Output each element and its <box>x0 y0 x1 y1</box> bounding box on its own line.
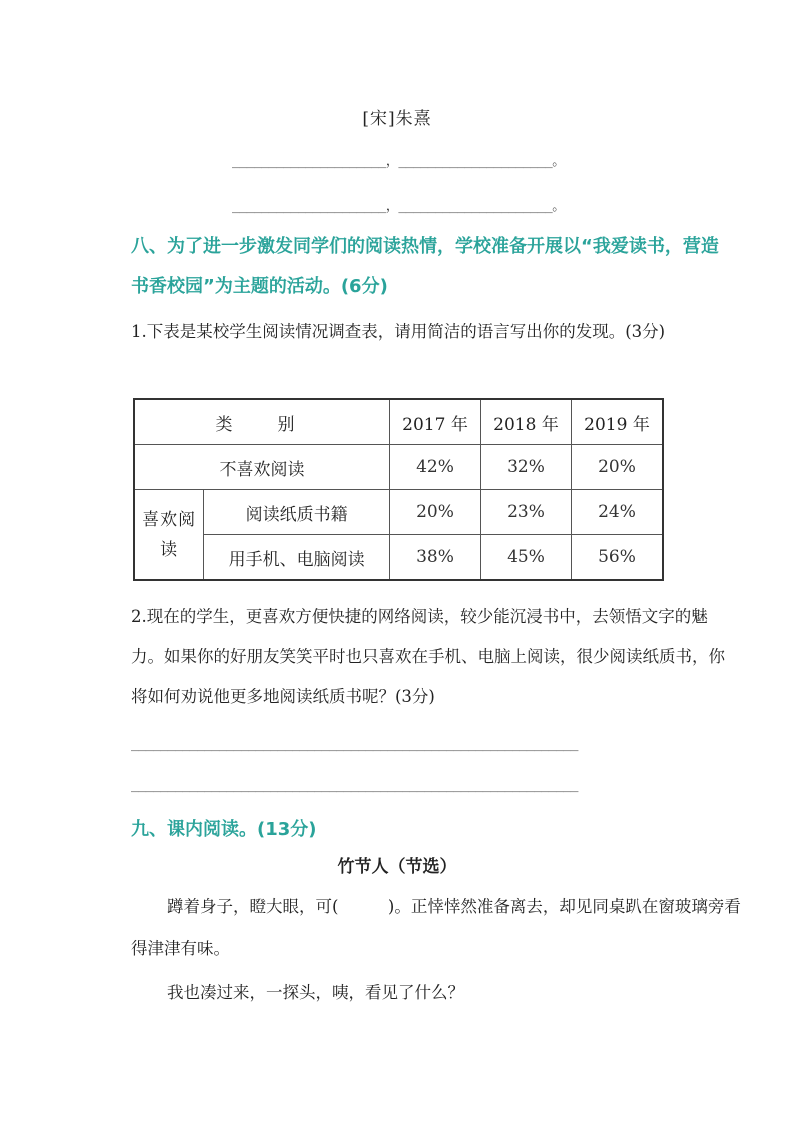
answer-line-2[interactable]: _____________________________________________________________ <box>131 778 578 793</box>
row-label-device: 用手机、电脑阅读 <box>204 535 390 581</box>
cell-device-2019: 56% <box>572 535 664 581</box>
header-2018: 2018 年 <box>481 399 572 445</box>
row-label-paper: 阅读纸质书籍 <box>204 490 390 535</box>
passage-paragraph-1: 蹲着身子，瞪大眼，可( )。正悻悻然准备离去，却见同桌趴在窗玻璃旁看得津津有味。 <box>131 897 741 958</box>
answer-line-1[interactable]: _____________________________________________________________ <box>131 737 578 752</box>
cell-paper-2017: 20% <box>390 490 481 535</box>
question-2: 2.现在的学生，更喜欢方便快捷的网络阅读，较少能沉浸书中，去领悟文字的魅力。如果你的好朋友笑笑平时也只喜欢在手机、电脑上阅读，很少阅读纸质书，你将如何劝说他更多地阅读纸质书呢？(3分) <box>131 607 725 706</box>
cell-dislike-2018: 32% <box>481 445 572 490</box>
cell-dislike-2019: 20% <box>572 445 664 490</box>
header-category: 类 别 <box>134 399 390 445</box>
passage-paragraph-2: 我也凑过来，一探头，咦，看见了什么？ <box>167 983 464 1002</box>
poem-answer-line-1[interactable]: _____________________，_____________________。 <box>232 154 565 169</box>
section-9-title: 九、课内阅读。(13分) <box>131 819 317 840</box>
table-row <box>134 490 663 535</box>
passage-title: 竹节人（节选） <box>337 857 457 877</box>
section-8-title-line-1: 八、为了进一步激发同学们的阅读热情，学校准备开展以“我爱读书，营造 <box>131 236 719 257</box>
cell-device-2018: 45% <box>481 535 572 581</box>
row-label-dislike: 不喜欢阅读 <box>134 445 390 490</box>
header-2017: 2017 年 <box>390 399 481 445</box>
header-2019: 2019 年 <box>572 399 664 445</box>
table-row <box>134 445 663 490</box>
reading-survey-table <box>133 398 664 581</box>
row-group-like: 喜欢阅读 <box>134 490 204 581</box>
table-header-row <box>134 399 663 445</box>
poem-answer-line-2[interactable]: _____________________，_____________________。 <box>232 199 565 214</box>
cell-device-2017: 38% <box>390 535 481 581</box>
cell-paper-2018: 23% <box>481 490 572 535</box>
cell-dislike-2017: 42% <box>390 445 481 490</box>
table-row <box>134 535 663 581</box>
question-1: 1.下表是某校学生阅读情况调查表，请用简洁的语言写出你的发现。(3分) <box>131 322 666 341</box>
section-8-title-line-2: 书香校园”为主题的活动。(6分) <box>131 276 388 297</box>
poem-author: [宋]朱熹 <box>362 109 432 129</box>
cell-paper-2019: 24% <box>572 490 664 535</box>
